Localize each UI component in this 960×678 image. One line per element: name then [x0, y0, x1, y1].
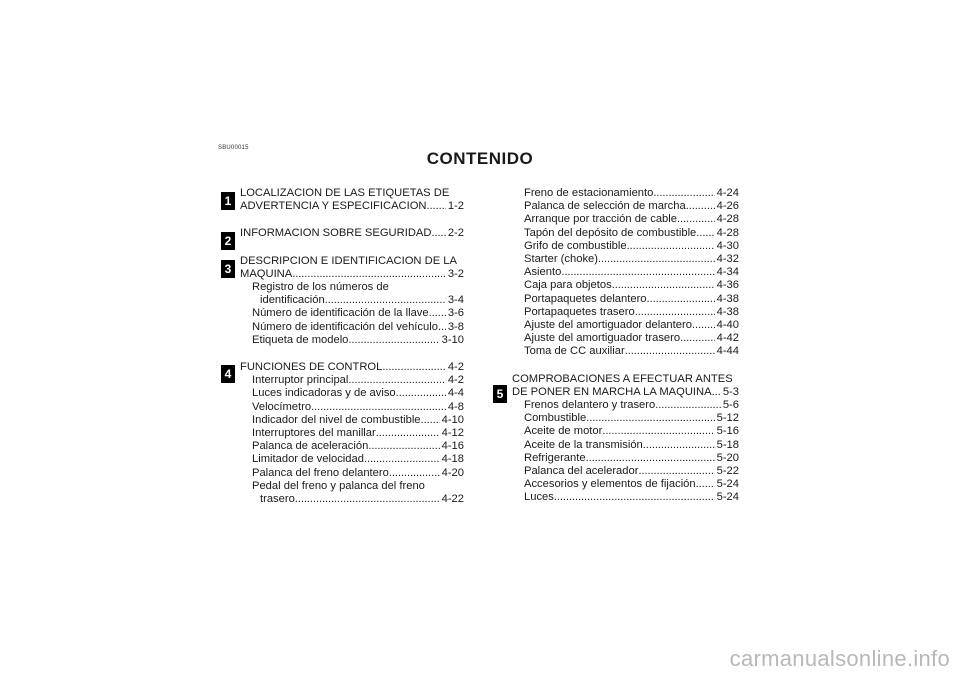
toc-entry-page: 4-38: [716, 305, 739, 318]
toc-entry-page: 4-32: [716, 253, 739, 266]
toc-entry-section-4[interactable]: [240, 361, 464, 374]
toc-entry[interactable]: [512, 478, 739, 491]
page-title: CONTENIDO: [426, 149, 534, 168]
toc-entry-title: DE PONER EN MARCHA LA MAQUINA: [512, 385, 712, 398]
section-tab-2[interactable]: 2: [221, 232, 235, 250]
toc-entry-page: 4-12: [441, 427, 464, 440]
toc-entry-page: 5-24: [716, 478, 739, 491]
toc-entry[interactable]: [240, 427, 464, 440]
watermark: carmanualsonline.info: [729, 646, 950, 671]
toc-entry-page: 2-2: [447, 227, 464, 240]
toc-entry-title: Frenos delantero y trasero: [524, 399, 656, 412]
toc-entry-page: 3-10: [441, 333, 464, 346]
toc-entry-page: 4-10: [441, 413, 464, 426]
toc-entry-page: 4-38: [716, 292, 739, 305]
toc-entry-page: 3-4: [447, 294, 464, 307]
toc-entry-title: Accesorios y elementos de fijación: [524, 478, 696, 491]
toc-entry-page: 3-6: [447, 307, 464, 320]
toc-entry[interactable]: [512, 412, 739, 425]
toc-entry[interactable]: [512, 332, 739, 345]
toc-entry-title: Luces: [524, 491, 554, 504]
toc-entry-title: Asiento: [524, 266, 562, 279]
toc-entry-page: 4-44: [716, 345, 739, 358]
toc-entry-page: 3-8: [447, 320, 464, 333]
toc-entry-page: 4-16: [441, 440, 464, 453]
toc-entry-page: 5-3: [722, 385, 739, 398]
toc-entry-page: 4-4: [447, 387, 464, 400]
toc-entry[interactable]: [240, 414, 464, 427]
toc-entry[interactable]: [240, 294, 464, 307]
toc-entry-title: Aceite de la transmisión: [524, 438, 643, 451]
toc-entry-title: Ajuste del amortiguador delantero: [524, 319, 692, 332]
toc-entry-title: FUNCIONES DE CONTROL: [240, 361, 383, 374]
toc-entry[interactable]: [240, 387, 464, 400]
toc-left-column: [240, 187, 464, 506]
toc-line: Registro de los números de: [252, 281, 389, 294]
toc-entry-title: Portapaquetes delantero: [524, 292, 647, 305]
toc-entry-title: Etiqueta de modelo: [252, 333, 349, 346]
toc-entry[interactable]: [512, 345, 739, 358]
toc-entry[interactable]: [512, 319, 739, 332]
toc-entry-title: Velocímetro: [252, 400, 312, 413]
toc-entry[interactable]: [240, 401, 464, 414]
toc-entry-page: 5-20: [716, 451, 739, 464]
toc-entry[interactable]: [240, 321, 464, 334]
toc-entry-page: 4-24: [716, 187, 739, 199]
toc-entry-title: Arranque por tracción de cable: [524, 213, 677, 226]
toc-entry-title: Luces indicadoras y de aviso: [252, 387, 396, 400]
toc-entry-title: INFORMACION SOBRE SEGURIDAD: [240, 227, 432, 240]
toc-entry-title: identificación: [260, 294, 325, 307]
toc-entry-page: 4-30: [716, 239, 739, 252]
toc-entry-title: Combustible: [524, 412, 587, 425]
toc-entry[interactable]: [512, 253, 739, 266]
toc-entry-page: 5-18: [716, 438, 739, 451]
toc-entry-title: Indicador del nivel de combustible: [252, 413, 421, 426]
toc-entry-title: Palanca del freno delantero: [252, 466, 389, 479]
toc-entry-section-1[interactable]: [240, 200, 464, 213]
toc-entry[interactable]: [240, 467, 464, 480]
toc-entry-page: 4-2: [447, 374, 464, 387]
toc-entry-title: Caja para objetos: [524, 279, 612, 292]
toc-entry[interactable]: [240, 374, 464, 387]
toc-entry[interactable]: [240, 307, 464, 320]
toc-entry-title: trasero: [260, 493, 295, 506]
toc-entry[interactable]: [512, 200, 739, 213]
toc-entry-page: 4-40: [716, 319, 739, 332]
toc-entry-title: ADVERTENCIA Y ESPECIFICACION: [240, 200, 427, 213]
toc-entry[interactable]: [512, 187, 739, 200]
toc-entry[interactable]: [512, 266, 739, 279]
toc-entry-section-3[interactable]: [240, 268, 464, 281]
toc-entry-title: Toma de CC auxiliar: [524, 345, 625, 358]
toc-line: DESCRIPCION E IDENTIFICACION DE LA: [240, 254, 457, 267]
toc-entry-title: Refrigerante: [524, 451, 586, 464]
toc-entry-page: 5-16: [716, 425, 739, 438]
document-code: SBU00015: [218, 145, 249, 151]
toc-entry-page: 4-42: [716, 332, 739, 345]
toc-entry-title: Grifo de combustible: [524, 239, 627, 252]
toc-entry-title: Número de identificación del vehículo: [252, 320, 438, 333]
toc-entry-page: 4-8: [447, 400, 464, 413]
toc-entry-title: Interruptor principal: [252, 374, 349, 387]
toc-entry[interactable]: [512, 399, 739, 412]
toc-entry-title: Portapaquetes trasero: [524, 305, 635, 318]
toc-line: Pedal del freno y palanca del freno: [252, 479, 425, 492]
toc-entry-title: Limitador de velocidad: [252, 453, 364, 466]
toc-entry-title: Palanca de aceleración: [252, 440, 369, 453]
toc-entry-page: 5-6: [722, 399, 739, 412]
toc-entry-title: Aceite de motor: [524, 425, 603, 438]
toc-entry[interactable]: [240, 453, 464, 466]
toc-entry-page: 4-34: [716, 266, 739, 279]
toc-entry[interactable]: [512, 465, 739, 478]
toc-entry-page: 5-12: [716, 412, 739, 425]
toc-entry-page: 4-28: [716, 226, 739, 239]
toc-line: LOCALIZACION DE LAS ETIQUETAS DE: [240, 187, 450, 199]
toc-entry-page: 4-36: [716, 279, 739, 292]
toc-entry[interactable]: [512, 306, 739, 319]
toc-entry-page: 5-22: [716, 465, 739, 478]
section-tab-5[interactable]: 5: [493, 385, 507, 403]
toc-entry-page: 3-2: [447, 267, 464, 280]
toc-entry-title: Palanca del acelerador: [524, 465, 639, 478]
toc-entry[interactable]: [512, 425, 739, 438]
toc-entry[interactable]: [512, 279, 739, 292]
toc-entry-title: Ajuste del amortiguador trasero: [524, 332, 681, 345]
toc-entry[interactable]: [512, 240, 739, 253]
toc-entry[interactable]: [512, 452, 739, 465]
toc-entry[interactable]: [240, 334, 464, 347]
toc-entry-page: 4-20: [441, 466, 464, 479]
toc-entry-title: Tapón del depósito de combustible: [524, 226, 697, 239]
toc-entry-section-5[interactable]: [512, 386, 739, 399]
toc-entry-title: Interruptores del manillar: [252, 427, 376, 440]
section-tab-4[interactable]: 4: [221, 365, 235, 383]
toc-entry-page: 1-2: [447, 200, 464, 213]
toc-entry-title: MAQUINA: [240, 267, 293, 280]
section-tab-3[interactable]: 3: [221, 260, 235, 278]
toc-entry-page: 4-26: [716, 200, 739, 213]
section-tab-1[interactable]: 1: [221, 192, 235, 210]
toc-entry[interactable]: [240, 440, 464, 453]
toc-entry-page: 5-24: [716, 491, 739, 504]
toc-entry-title: Palanca de selección de marcha: [524, 200, 686, 213]
toc-line: COMPROBACIONES A EFECTUAR ANTES: [512, 372, 733, 385]
toc-entry[interactable]: [512, 227, 739, 240]
toc-entry[interactable]: [512, 491, 739, 504]
toc-entry-section-2[interactable]: [240, 227, 464, 240]
toc-entry-page: 4-2: [447, 361, 464, 374]
toc-entry-page: 4-18: [441, 453, 464, 466]
toc-entry-title: Número de identificación de la llave: [252, 307, 429, 320]
toc-entry[interactable]: [512, 293, 739, 306]
toc-entry-page: 4-22: [441, 493, 464, 506]
toc-entry[interactable]: [240, 493, 464, 506]
toc-entry-page: 4-28: [716, 213, 739, 226]
toc-right-column: [512, 187, 739, 505]
toc-entry-title: Freno de estacionamiento: [524, 187, 654, 199]
toc-entry[interactable]: [512, 439, 739, 452]
toc-entry-title: Starter (choke): [524, 253, 598, 266]
toc-entry[interactable]: [512, 213, 739, 226]
